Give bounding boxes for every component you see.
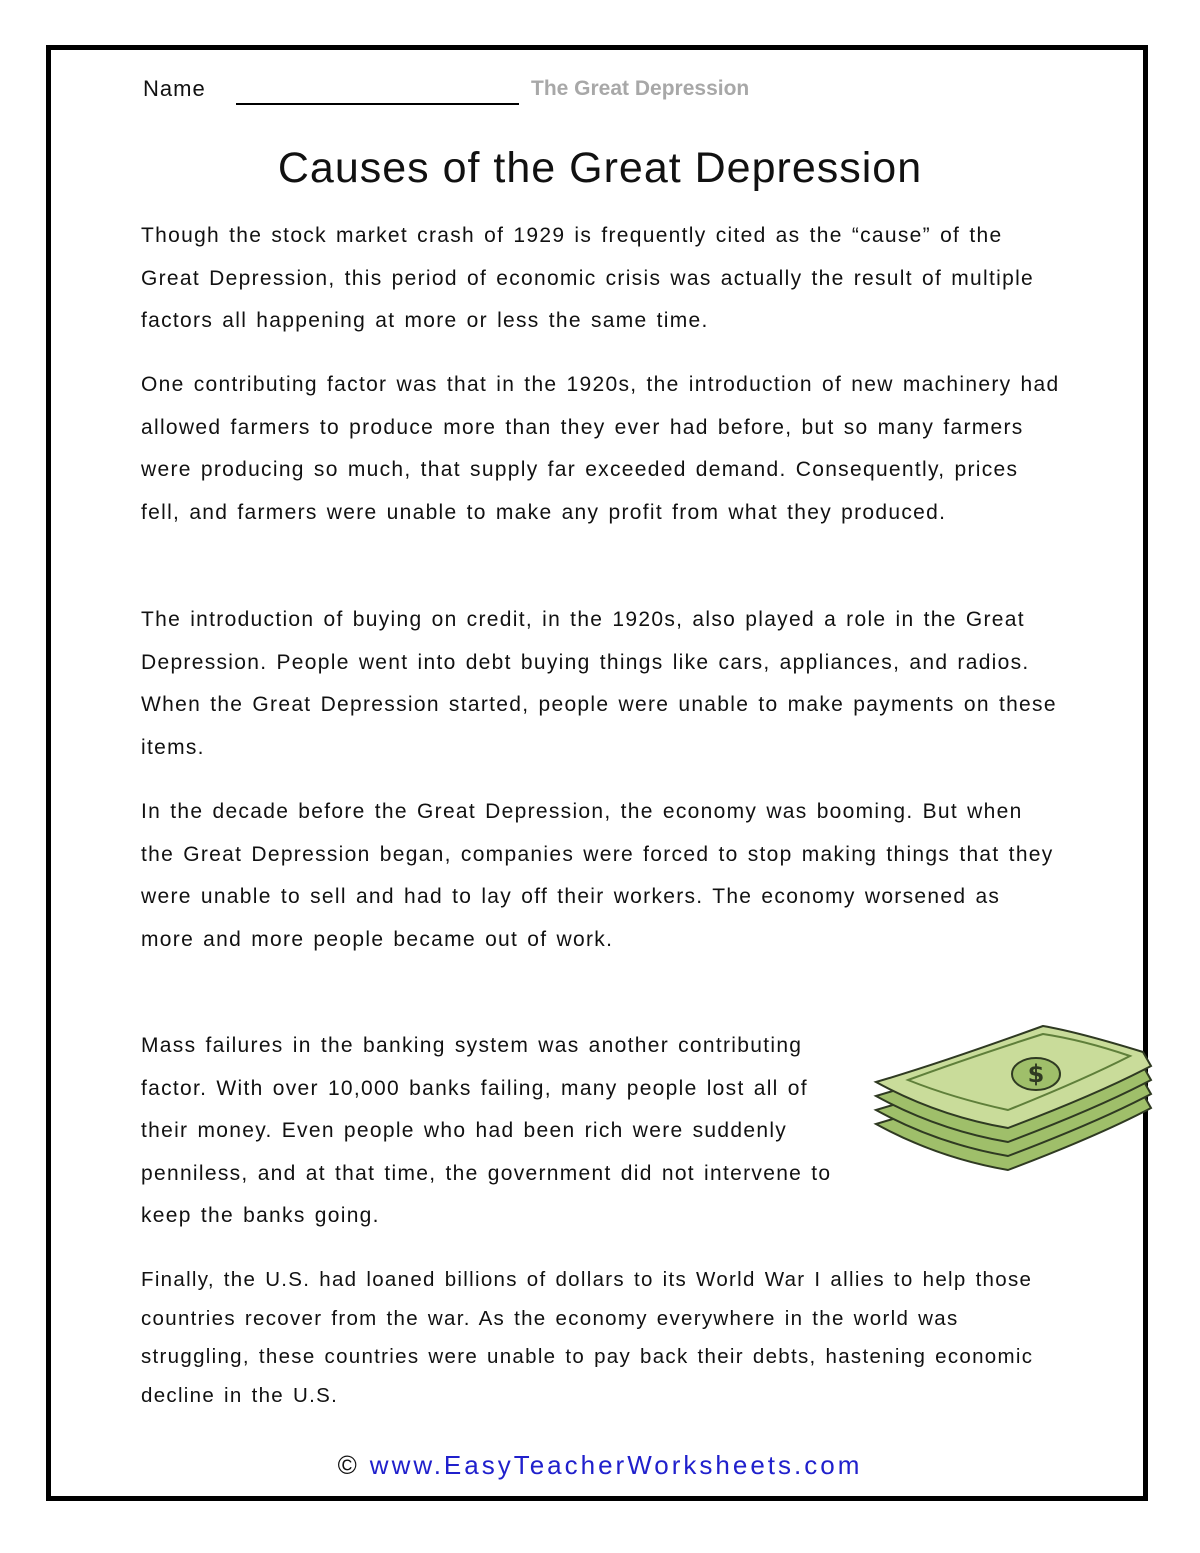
- paragraph-credit: The introduction of buying on credit, in the 1920s, also played a role in the Great Depression. People went into debt buying things like cars, appliances, and radios. When the Great Depression started, people were unable to make payments on these items.: [141, 608, 1057, 759]
- footer: [0, 1450, 1200, 1481]
- paragraph-intro: Though the stock market crash of 1929 is frequently cited as the “cause” of the Great Depression, this period of economic crisis was actually the result of multiple factors all happening at more or less the same time.: [141, 224, 1035, 332]
- page-title: Causes of the Great Depression: [277, 144, 923, 192]
- topic-label: The Great Depression: [531, 77, 750, 100]
- name-label: Name: [143, 76, 206, 101]
- paragraph-farming: One contributing factor was that in the 1920s, the introduction of new machinery had allowed farmers to produce more than they ever had before, but so many farmers were producing so much, that supply far exceeded demand. Consequently, prices fell, and farmers were unable to make any profit from what they produced.: [141, 373, 1060, 524]
- name-blank-line[interactable]: [236, 103, 519, 105]
- paragraph-economy: In the decade before the Great Depression, the economy was booming. But when the Great Depression began, companies were forced to stop making things that they were unable to sell and had to lay off their workers. The economy worsened as more and more people became out of work.: [141, 800, 1054, 951]
- copyright-symbol: ©: [337, 1450, 360, 1480]
- website-link[interactable]: www.EasyTeacherWorksheets.com: [369, 1450, 863, 1480]
- paragraph-war-debts: Finally, the U.S. had loaned billions of dollars to its World War I allies to help those countries recover from the war. As the economy everywhere in the world was struggling, these countries were unable to pay back their debts, hastening economic decline in the U.S.: [141, 1268, 1034, 1407]
- paragraph-banking: Mass failures in the banking system was another contributing factor. With over 10,000 banks failing, many people lost all of their money. Even people who had been rich were suddenly penniless, and at that time, the government did not intervene to keep the banks going.: [141, 1034, 832, 1227]
- worksheet-header: [143, 76, 843, 106]
- money-stack-icon: [868, 1018, 1158, 1198]
- dollar-sign-icon: $: [1027, 1060, 1045, 1088]
